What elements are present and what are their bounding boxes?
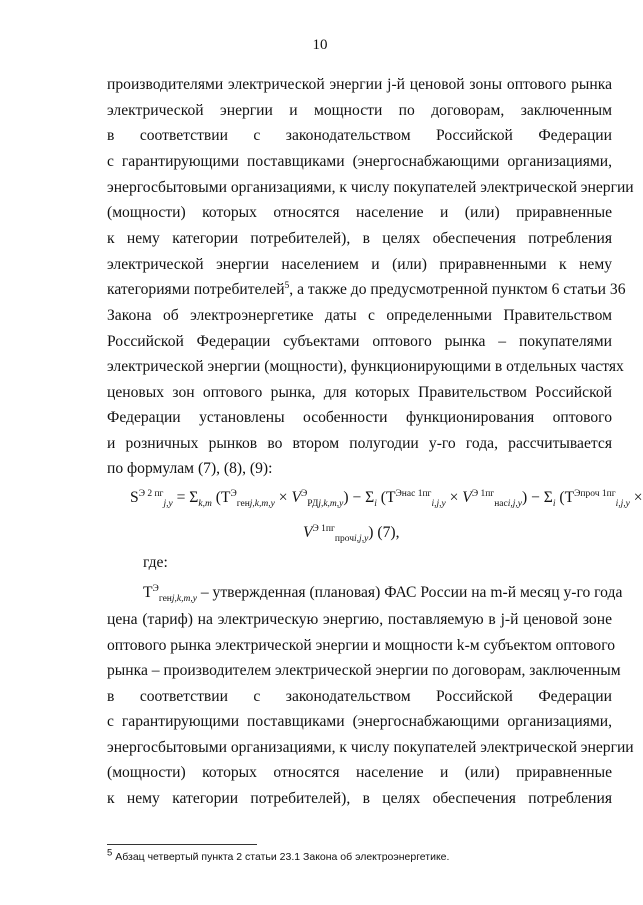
text-line-with-footnote <box>107 280 626 300</box>
formula-sum-index: i <box>374 499 377 510</box>
formula-number: (7), <box>377 524 400 541</box>
text-line: и розничных рынков во втором полугодии y-го года, рассчитывается <box>107 435 612 452</box>
formula-sum-index: k,m <box>198 499 212 510</box>
text-line: с гарантирующими поставщиками (энергоснабжающими организациями, <box>107 153 612 170</box>
formula-symbol: S <box>130 489 139 506</box>
text-line: электрической энергии и мощности по договорам, заключенным <box>107 102 612 119</box>
definition-text: – утвержденная (плановая) ФАС России на m-й месяц y-го года <box>200 584 623 601</box>
text-line: Федерации установлены особенности функционирования оптового <box>107 409 612 426</box>
formula-subscript: генj,k,m,y <box>236 499 275 510</box>
footnote-number: 5 <box>107 847 113 859</box>
text-line: оптового рынка электрической энергии и мощности k-м субъектом оптового <box>107 637 616 654</box>
text-line: электрической энергии (мощности), функционирующими в отдельных частях <box>107 358 624 375</box>
formula-superscript: Э 1пг <box>312 523 335 534</box>
formula-superscript: Э 1пг <box>471 488 495 499</box>
text-segment: , а также до предусмотренной пунктом 6 статьи 36 <box>289 281 626 298</box>
text-line: энергосбытовыми организациями, к числу покупателей электрической энергии <box>107 739 634 756</box>
text-line: ценовых зон оптового рынка, для которых Правительством Российской <box>107 384 612 401</box>
formula-symbol: T <box>220 489 231 506</box>
text-line: (мощности) которых относятся население и (или) приравненные <box>107 764 612 781</box>
text-line: Российской Федерации субъектами оптового рынка – покупателями <box>107 333 612 350</box>
text-line: Закона об электроэнергетике даты с определенными Правительством <box>107 307 612 324</box>
footnote-divider <box>107 844 257 845</box>
text-line: электрической энергии населением и (или) приравненными к нему <box>107 256 612 273</box>
footnote <box>107 847 450 863</box>
text-line: в соответствии с законодательством Российской Федерации <box>107 127 612 144</box>
formula-symbol: V <box>291 489 301 506</box>
page-number: 10 <box>312 37 328 53</box>
formula-subscript: i,j,y <box>615 499 630 510</box>
formula-sum-index: i <box>552 499 556 510</box>
text-line: к нему категории потребителей), в целях обеспечения потребления <box>107 230 612 247</box>
text-line: энергосбытовыми организациями, к числу покупателей электрической энергии <box>107 179 634 196</box>
formula-7-line-2: $V^{Э 1пг}_{прочi,j,y}$) (7), <box>303 523 400 545</box>
text-segment: категориями потребителей <box>107 281 285 298</box>
formula-subscript: i,j,y <box>431 499 446 510</box>
formula-superscript: Э <box>300 488 308 499</box>
definition-first-line: $T^Э_{генj,k,m,y}$ – утвержденная (плановая) ФАС России на m-й месяц y-го года <box>143 583 623 605</box>
formula-superscript: Э <box>230 488 237 499</box>
text-line: рынка – производителем электрической энергии по договорам, заключенным <box>107 662 621 679</box>
formula-subscript: прочi,j,y <box>334 534 369 545</box>
text-line: с гарантирующими поставщиками (энергоснабжающими организациями, <box>107 713 612 730</box>
formula-7-line-1: $S^{Э 2 пг}_{j,y} = \Sigma_{k,m}$ $(T^Э_{генj,k,m,y} \times V^Э_{РДj,k,m,y}) - \Sigma_i$ $(T^{Энас 1пг}_{i,j,y} \times V^{Э 1пг}_{насi,j,y}) - \Sigma_i$ ($T^{Эпроч 1пг}_{i,j,y}$ × <box>130 488 643 510</box>
text-line: (мощности) которых относятся население и (или) приравненные <box>107 204 612 221</box>
where-label: где: <box>143 554 168 571</box>
formula-superscript: Энас 1пг <box>395 488 432 499</box>
formula-subscript: РДj,k,m,y <box>307 499 344 510</box>
text-line: производителями электрической энергии j-й ценовой зоны оптового рынка <box>107 76 612 93</box>
text-line: цена (тариф) на электрическую энергию, поставляемую в j-й ценовой зоне <box>107 611 612 628</box>
formula-subscript: насi,j,y <box>494 499 522 510</box>
formula-superscript: Э <box>152 583 159 594</box>
formula-superscript: Эпроч 1пг <box>574 488 616 499</box>
formula-superscript: Э 2 пг <box>138 488 164 499</box>
footnote-reference: 5 <box>284 280 290 291</box>
text-line: к нему категории потребителей), в целях обеспечения потребления <box>107 790 612 807</box>
formula-subscript: генj,k,m,y <box>158 594 197 605</box>
footnote-text: Абзац четвертый пункта 2 статьи 23.1 Закона об электроэнергетике. <box>112 851 450 863</box>
text-line: по формулам (7), (8), (9): <box>107 460 273 477</box>
formula-subscript: j,y <box>163 499 173 510</box>
text-line: в соответствии с законодательством Российской Федерации <box>107 688 612 705</box>
